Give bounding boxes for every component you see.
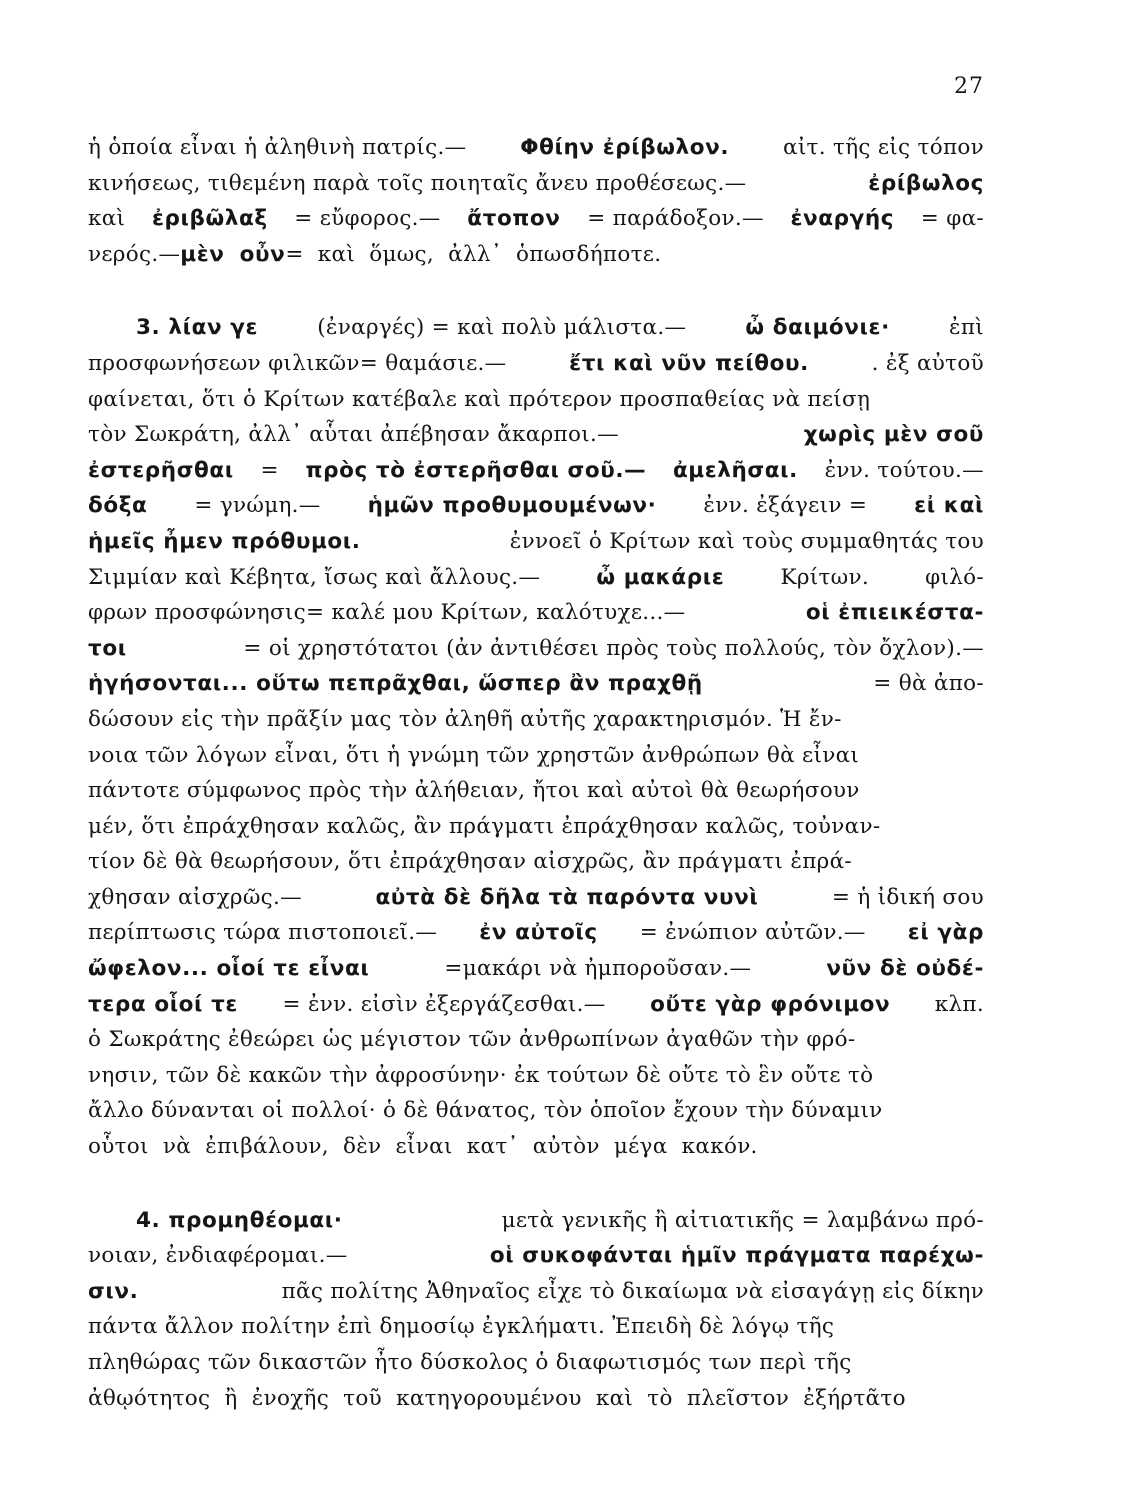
lemma-bold: ὦ δαιμόνιε· [745,315,890,341]
lemma-bold: οἱ ἐπιεικέστα- [805,600,984,626]
text-line [88,166,984,202]
gloss-text: ὁ Σωκράτης ἐθεώρει ὡς μέγιστον τῶν ἀνθρωπίνων ἀγαθῶν τὴν φρό- [88,1027,856,1053]
lemma-bold: ἄτοπον [467,206,561,232]
text-line [88,844,984,880]
commentary-text [88,130,984,1416]
lemma-bold: Φθίην ἐρίβωλον. [520,135,730,160]
gloss-text: = παράδοξον.— [587,206,764,232]
gloss-text: ἀθῳότητος ἢ ἐνοχῆς τοῦ κατηγορουμένου καὶ τὸ πλεῖστον ἐξήρτᾶτο [88,1385,906,1411]
gloss-text: πάντα ἄλλον πολίτην ἐπὶ δημοσίῳ ἐγκλήματι. Ἐπειδὴ δὲ λόγῳ τῆς [88,1314,835,1340]
text-line [88,1309,984,1345]
gloss-text: ἐνν. ἐξάγειν = [703,493,868,519]
gloss-text: = καὶ ὅμως, ἀλλ᾽ ὁπωσδήποτε. [285,241,662,267]
text-line [88,595,984,631]
lemma-bold: ἔτι καὶ νῦν πείθου. [569,350,809,376]
gloss-text: = ἐνώπιον αὐτῶν.— [639,920,866,946]
gloss-text: δώσουν εἰς τὴν πρᾶξίν μας τὸν ἀληθῆ αὐτῆς χαρακτηρισμόν. Ἡ ἔν- [88,706,842,732]
lemma-bold: ἡγήσονται... οὕτω πεπρᾶχθαι, ὥσπερ ἂν πραχθῇ [88,671,703,697]
text-line [88,631,984,667]
text-line [88,488,984,524]
text-line [88,1274,984,1310]
gloss-text: πάντοτε σύμφωνος πρὸς τὴν ἀλήθειαν, ἤτοι καὶ αὐτοὶ θὰ θεωρήσουν [88,778,860,804]
gloss-text: = γνώμη.— [194,493,321,519]
gloss-text: . ἐξ αὐτοῦ [871,350,984,376]
text-line [88,310,984,346]
lemma-bold: εἰ γὰρ [907,920,984,946]
lemma-bold: τερα οἷοί τε [88,991,239,1017]
lemma-bold: ἐστερῆσθαι [88,457,234,483]
gloss-text: ἐννοεῖ ὁ Κρίτων καὶ τοὺς συμμαθητάς του [509,528,984,554]
lemma-bold: οὔτε γὰρ φρόνιμον [650,991,891,1017]
gloss-text: φιλό- [925,564,984,590]
gloss-text: νησιν, τῶν δὲ κακῶν τὴν ἀφροσύνην· ἐκ τούτων δὲ οὔτε τὸ ἓν οὔτε τὸ [88,1062,874,1088]
gloss-text: χθησαν αἰσχρῶς.— [88,884,302,910]
gloss-text: νοιαν, ἐνδιαφέρομαι.— [88,1243,348,1269]
lemma-bold: μὲν οὖν [180,241,286,267]
text-line [88,453,984,489]
text-line [88,1203,984,1239]
gloss-text: πληθώρας τῶν δικαστῶν ἦτο δύσκολος ὁ διαφωτισμός των περὶ τῆς [88,1350,852,1375]
paragraph-gap [88,272,984,310]
gloss-text: περίπτωσις τώρα πιστοποιεῖ.— [88,920,438,946]
lemma-bold: σιν. [88,1278,139,1304]
text-line [88,951,984,987]
gloss-text: φρων προσφώνησις= καλέ μου Κρίτων, καλότυχε...— [88,600,686,626]
text-line [88,1381,984,1417]
gloss-text: μετὰ γενικῆς ἢ αἰτιατικῆς = λαμβάνω πρό- [501,1207,984,1233]
text-line [88,1345,984,1381]
text-line [88,201,984,237]
text-line [88,1022,984,1058]
text-line [88,560,984,596]
gloss-text: ἡ ὁποία εἶναι ἡ ἀληθινὴ πατρίς.— [88,135,467,160]
gloss-text: ἐνν. τούτου.— [824,457,984,483]
gloss-text: ἄλλο δύνανται οἱ πολλοί· ὁ δὲ θάνατος, τὸν ὁποῖον ἔχουν τὴν δύναμιν [88,1098,883,1124]
text-line [88,702,984,738]
text-line [88,987,984,1023]
lemma-bold: νῦν δὲ οὐδέ- [826,956,984,982]
paragraph-gap [88,1165,984,1203]
lemma-bold: δόξα [88,493,148,519]
text-line [88,130,984,166]
gloss-text: = ἐνν. εἰσὶν ἐξεργάζεσθαι.— [282,991,606,1017]
gloss-text: = θὰ ἀπο- [873,671,984,697]
text-line [88,1238,984,1274]
gloss-text: = ἡ ἰδική σου [831,884,984,910]
gloss-text: κλπ. [934,991,984,1017]
lemma-bold: ἐν αὐτοῖς [479,920,598,946]
text-line [88,915,984,951]
gloss-text: Κρίτων. [780,564,870,590]
gloss-text: πᾶς πολίτης Ἀθηναῖος εἶχε τὸ δικαίωμα νὰ εἰσαγάγῃ εἰς δίκην [281,1278,984,1304]
gloss-text: (ἐναργές) = καὶ πολὺ μάλιστα.— [317,315,687,341]
text-line [88,880,984,916]
gloss-text: προσφωνήσεων φιλικῶν= θαμάσιε.— [88,350,507,376]
text-line [88,417,984,453]
gloss-text: καὶ [88,206,126,232]
text-line [88,382,984,418]
lemma-bold: ἐριβῶλαξ [151,206,268,232]
gloss-text: ἐπὶ [949,315,984,341]
text-line [88,1129,984,1165]
gloss-text: οὗτοι νὰ ἐπιβάλουν, δὲν εἶναι κατ᾽ αὐτὸν μέγα κακόν. [88,1134,758,1160]
lemma-bold: ὤφελον... οἷοί τε εἶναι [88,956,370,982]
gloss-text: = εὔφορος.— [294,206,441,232]
text-line [88,346,984,382]
lemma-bold: ἐναργής [790,206,895,232]
gloss-text: νερός.— [88,241,181,267]
gloss-text: νοια τῶν λόγων εἶναι, ὅτι ἡ γνώμη τῶν χρηστῶν ἀνθρώπων θὰ εἶναι [88,742,860,768]
lemma-bold: 4. προμηθέομαι· [136,1207,343,1233]
gloss-text: τὸν Σωκράτη, ἀλλ᾽ αὗται ἀπέβησαν ἄκαρποι.— [88,422,619,448]
text-line [88,666,984,702]
gloss-text: κινήσεως, τιθεμένη παρὰ τοῖς ποιηταῖς ἄνευ προθέσεως.— [88,170,747,196]
text-line [88,809,984,845]
text-line [88,738,984,774]
text-line [88,1058,984,1094]
lemma-bold: 3. λίαν γε [136,315,259,341]
text-line [88,237,984,273]
lemma-bold: ἡμεῖς ἦμεν πρόθυμοι. [88,528,361,554]
gloss-text: =μακάρι νὰ ἠμποροῦσαν.— [444,956,752,982]
lemma-bold: ἐρίβωλος [868,170,984,196]
gloss-text: Σιμμίαν καὶ Κέβητα, ἴσως καὶ ἄλλους.— [88,564,541,590]
lemma-bold: τοι [88,635,127,661]
lemma-bold: πρὸς τὸ ἐστερῆσθαι σοῦ.— [305,457,647,483]
gloss-text: φαίνεται, ὅτι ὁ Κρίτων κατέβαλε καὶ πρότερον προσπαθείας νὰ πείσῃ [88,386,871,412]
text-line [88,773,984,809]
page-number: 27 [954,74,984,99]
lemma-bold: χωρὶς μὲν σοῦ [803,422,984,448]
text-line [88,1093,984,1129]
lemma-bold: ἡμῶν προθυμουμένων· [367,493,657,519]
gloss-text: μέν, ὅτι ἐπράχθησαν καλῶς, ἂν πράγματι ἐπράχθησαν καλῶς, τοὐναν- [88,813,881,839]
gloss-text: = οἱ χρηστότατοι (ἀν ἀντιθέσει πρὸς τοὺς πολλούς, τὸν ὄχλον).— [243,635,984,661]
gloss-text: αἰτ. τῆς εἰς τόπον [783,135,984,160]
lemma-bold: αὐτὰ δὲ δῆλα τὰ παρόντα νυνὶ [375,884,759,910]
lemma-bold: ὦ μακάριε [596,564,725,590]
gloss-text: = φα- [920,206,984,232]
text-line [88,524,984,560]
lemma-bold: ἀμελῆσαι. [672,457,798,483]
lemma-bold: οἱ συκοφάνται ἡμῖν πράγματα παρέχω- [489,1243,984,1269]
lemma-bold: εἰ καὶ [914,493,984,519]
gloss-text: τίον δὲ θὰ θεωρήσουν, ὅτι ἐπράχθησαν αἰσχρῶς, ἂν πράγματι ἐπρά- [88,849,852,875]
gloss-text: = [260,457,279,483]
